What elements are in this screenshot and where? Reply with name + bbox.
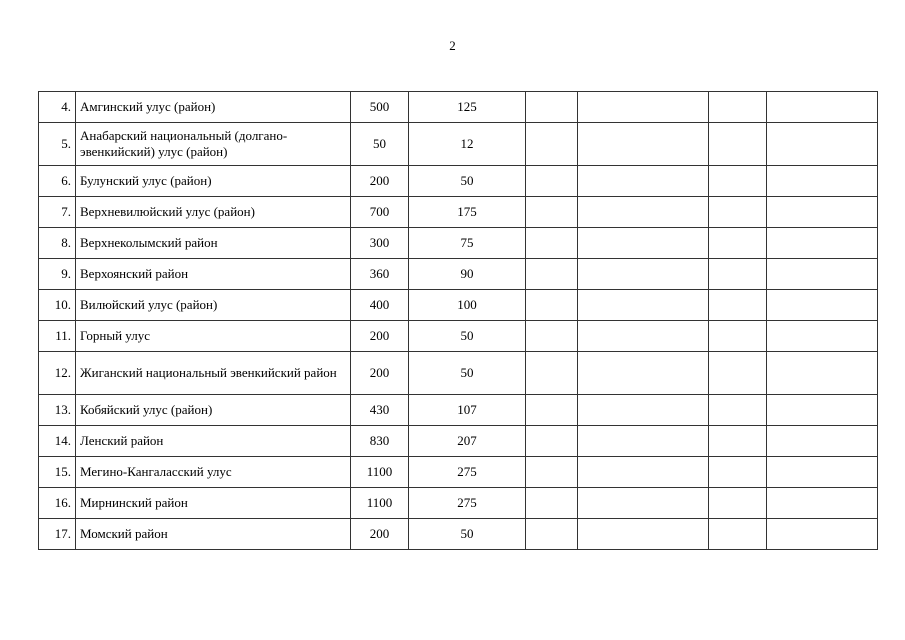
- empty-cell: [526, 197, 578, 228]
- empty-cell: [578, 259, 709, 290]
- district-name: Мегино-Кангаласский улус: [76, 457, 351, 488]
- value-2: 275: [409, 457, 526, 488]
- empty-cell: [709, 519, 767, 550]
- empty-cell: [526, 352, 578, 395]
- empty-cell: [578, 426, 709, 457]
- table-row: [39, 92, 878, 123]
- district-name: Жиганский национальный эвенкийский район: [76, 352, 351, 395]
- empty-cell: [709, 457, 767, 488]
- value-1: 830: [351, 426, 409, 457]
- empty-cell: [767, 519, 878, 550]
- district-name: Верхнеколымский район: [76, 228, 351, 259]
- empty-cell: [526, 123, 578, 166]
- row-number: 13.: [39, 395, 76, 426]
- table-row: [39, 166, 878, 197]
- value-1: 700: [351, 197, 409, 228]
- row-number: 16.: [39, 488, 76, 519]
- row-number: 11.: [39, 321, 76, 352]
- empty-cell: [578, 321, 709, 352]
- district-name: Горный улус: [76, 321, 351, 352]
- empty-cell: [767, 259, 878, 290]
- districts-table: [38, 91, 878, 550]
- empty-cell: [767, 352, 878, 395]
- district-name: Верхневилюйский улус (район): [76, 197, 351, 228]
- empty-cell: [709, 290, 767, 321]
- district-name: Кобяйский улус (район): [76, 395, 351, 426]
- empty-cell: [526, 259, 578, 290]
- table-row: [39, 197, 878, 228]
- value-2: 175: [409, 197, 526, 228]
- row-number: 5.: [39, 123, 76, 166]
- value-1: 1100: [351, 488, 409, 519]
- row-number: 10.: [39, 290, 76, 321]
- empty-cell: [526, 321, 578, 352]
- empty-cell: [767, 123, 878, 166]
- value-1: 300: [351, 228, 409, 259]
- table-row: [39, 395, 878, 426]
- empty-cell: [767, 290, 878, 321]
- value-2: 207: [409, 426, 526, 457]
- district-name: Момский район: [76, 519, 351, 550]
- value-2: 50: [409, 519, 526, 550]
- empty-cell: [767, 228, 878, 259]
- value-1: 50: [351, 123, 409, 166]
- empty-cell: [767, 395, 878, 426]
- value-2: 50: [409, 166, 526, 197]
- empty-cell: [578, 519, 709, 550]
- value-1: 430: [351, 395, 409, 426]
- table-row: [39, 426, 878, 457]
- row-number: 9.: [39, 259, 76, 290]
- row-number: 12.: [39, 352, 76, 395]
- empty-cell: [709, 352, 767, 395]
- value-2: 90: [409, 259, 526, 290]
- empty-cell: [526, 395, 578, 426]
- row-number: 6.: [39, 166, 76, 197]
- value-1: 400: [351, 290, 409, 321]
- empty-cell: [709, 259, 767, 290]
- row-number: 4.: [39, 92, 76, 123]
- value-2: 50: [409, 321, 526, 352]
- empty-cell: [578, 228, 709, 259]
- empty-cell: [709, 197, 767, 228]
- row-number: 7.: [39, 197, 76, 228]
- empty-cell: [526, 92, 578, 123]
- empty-cell: [526, 488, 578, 519]
- value-1: 200: [351, 321, 409, 352]
- empty-cell: [709, 488, 767, 519]
- empty-cell: [578, 197, 709, 228]
- district-name: Анабарский национальный (долгано-эвенкийский) улус (район): [76, 123, 351, 166]
- value-1: 200: [351, 352, 409, 395]
- empty-cell: [767, 457, 878, 488]
- value-2: 275: [409, 488, 526, 519]
- empty-cell: [526, 519, 578, 550]
- value-1: 200: [351, 166, 409, 197]
- empty-cell: [526, 166, 578, 197]
- empty-cell: [578, 123, 709, 166]
- table-row: [39, 457, 878, 488]
- value-1: 500: [351, 92, 409, 123]
- empty-cell: [767, 321, 878, 352]
- value-1: 360: [351, 259, 409, 290]
- empty-cell: [767, 197, 878, 228]
- district-name: Верхоянский район: [76, 259, 351, 290]
- empty-cell: [709, 228, 767, 259]
- empty-cell: [578, 92, 709, 123]
- table-row: [39, 352, 878, 395]
- value-2: 50: [409, 352, 526, 395]
- empty-cell: [578, 352, 709, 395]
- empty-cell: [709, 321, 767, 352]
- row-number: 15.: [39, 457, 76, 488]
- empty-cell: [767, 488, 878, 519]
- empty-cell: [709, 166, 767, 197]
- empty-cell: [526, 426, 578, 457]
- empty-cell: [578, 395, 709, 426]
- empty-cell: [578, 166, 709, 197]
- empty-cell: [709, 123, 767, 166]
- value-2: 107: [409, 395, 526, 426]
- value-2: 100: [409, 290, 526, 321]
- table-row: [39, 321, 878, 352]
- empty-cell: [709, 92, 767, 123]
- table-row: [39, 259, 878, 290]
- empty-cell: [767, 426, 878, 457]
- district-name: Булунский улус (район): [76, 166, 351, 197]
- empty-cell: [767, 92, 878, 123]
- row-number: 17.: [39, 519, 76, 550]
- empty-cell: [578, 488, 709, 519]
- row-number: 8.: [39, 228, 76, 259]
- district-name: Ленский район: [76, 426, 351, 457]
- empty-cell: [709, 395, 767, 426]
- row-number: 14.: [39, 426, 76, 457]
- empty-cell: [526, 228, 578, 259]
- district-name: Амгинский улус (район): [76, 92, 351, 123]
- empty-cell: [767, 166, 878, 197]
- value-1: 200: [351, 519, 409, 550]
- value-1: 1100: [351, 457, 409, 488]
- table-row: [39, 488, 878, 519]
- empty-cell: [578, 290, 709, 321]
- page-number: 2: [449, 38, 456, 53]
- district-name: Вилюйский улус (район): [76, 290, 351, 321]
- value-2: 12: [409, 123, 526, 166]
- table-row: [39, 123, 878, 166]
- empty-cell: [578, 457, 709, 488]
- empty-cell: [709, 426, 767, 457]
- table-row: [39, 519, 878, 550]
- empty-cell: [526, 457, 578, 488]
- empty-cell: [526, 290, 578, 321]
- district-name: Мирнинский район: [76, 488, 351, 519]
- value-2: 125: [409, 92, 526, 123]
- table-row: [39, 228, 878, 259]
- table-row: [39, 290, 878, 321]
- value-2: 75: [409, 228, 526, 259]
